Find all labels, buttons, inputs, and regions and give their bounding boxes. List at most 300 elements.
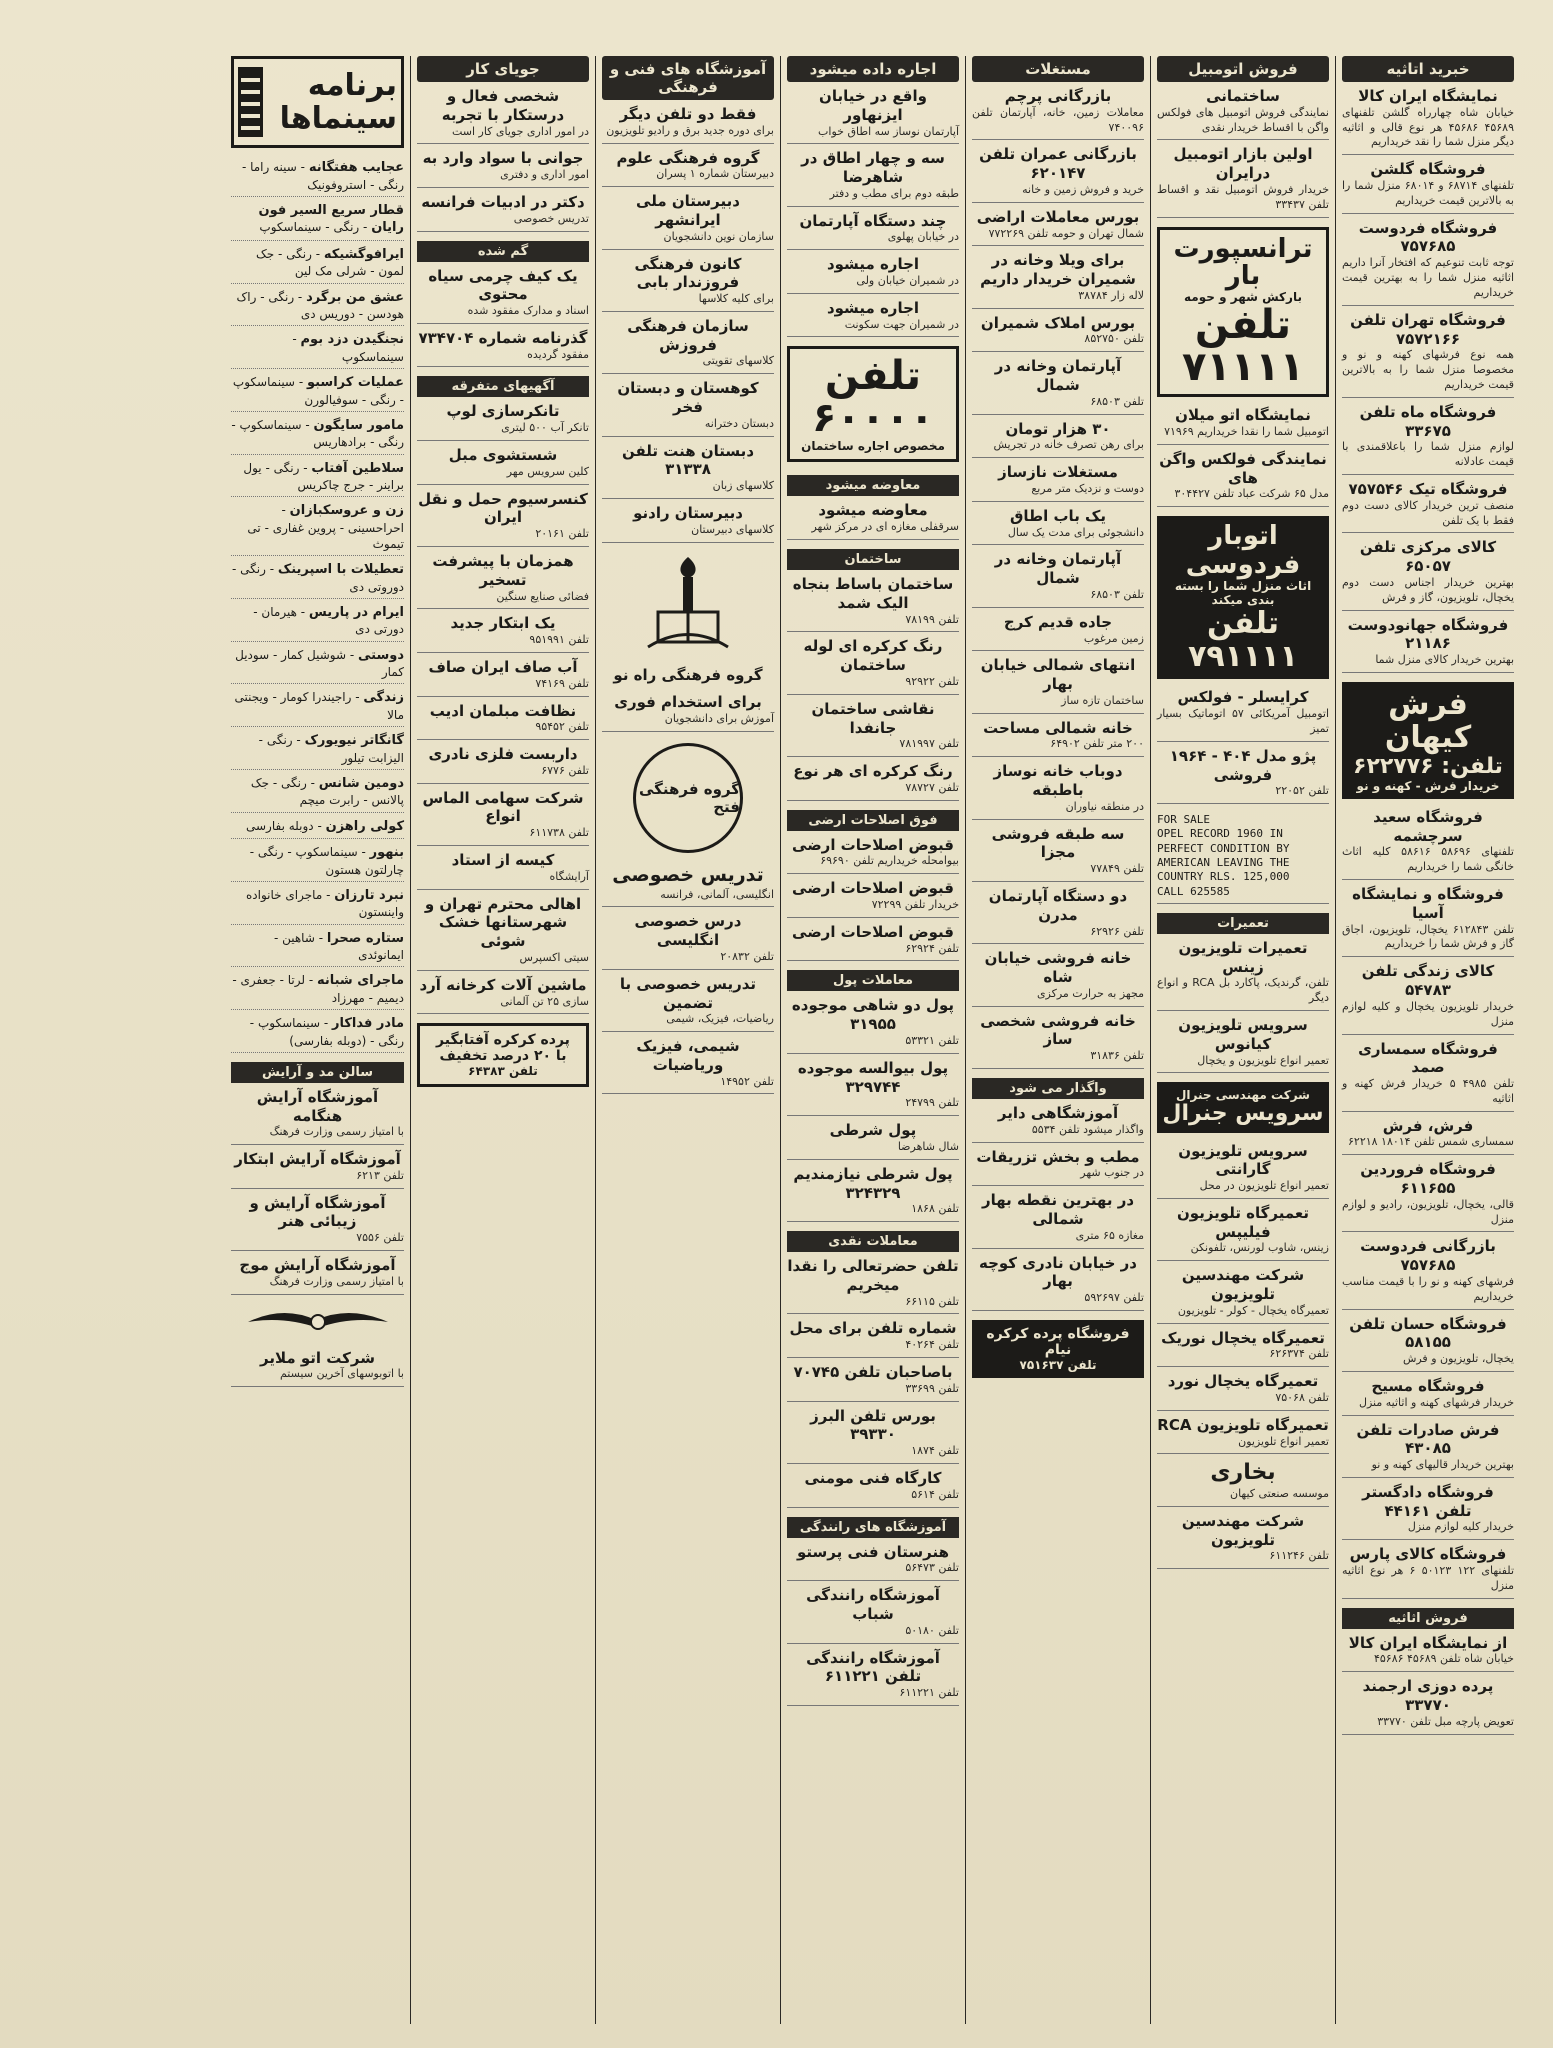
classified-ad bbox=[1157, 1016, 1329, 1073]
classified-ad bbox=[1342, 1237, 1514, 1309]
ad-body: تلفن ۶۱۱۷۳۸ bbox=[529, 826, 589, 840]
ad-title: فرش، فرش bbox=[1382, 1116, 1474, 1135]
display-ad-title: پرده کرکره آفتابگیر bbox=[436, 1032, 570, 1049]
ad-body: تلفن ۶۱۲۸۴۳ یخچال، تلویزیون، اجاق گاز و فرش شما را خریداریم bbox=[1342, 922, 1514, 951]
ad-title: فروشگاه فردوست ۷۵۷۶۸۵ bbox=[1358, 218, 1498, 256]
section-header: تعمیرات bbox=[1157, 913, 1329, 934]
classified-ad bbox=[231, 1150, 404, 1189]
display-ad-subtitle: اثاث منزل شما را بسته بندی میکند bbox=[1174, 579, 1312, 608]
fath-emblem: گروه فرهنگی فتح bbox=[633, 743, 743, 853]
ad-body: تلفن ۷۵۰۶۸ bbox=[1275, 1391, 1329, 1404]
ad-body: کلین سرویس مهر bbox=[506, 464, 589, 478]
classified-ad bbox=[231, 1256, 404, 1295]
ad-title: پول بیوالسه موجوده ۳۲۹۷۴۴ bbox=[797, 1058, 949, 1096]
ad-body: مدل ۶۵ شرکت عباد تلفن ۳۰۴۴۲۷ bbox=[1174, 487, 1329, 501]
ad-body: اتومبیل آمریکائی ۵۷ اتوماتیک بسیار تمیز bbox=[1157, 707, 1329, 735]
film-details: رنگی - یول براینر - جرج چاکریس bbox=[243, 460, 404, 493]
ad-title: فروشگاه کالای پارس bbox=[1349, 1545, 1507, 1564]
column-header: مستغلات bbox=[972, 56, 1144, 82]
classified-ad bbox=[1342, 1377, 1514, 1416]
ad-title: ساختمان باساط بنجاه الیک شمد bbox=[792, 575, 954, 612]
english-ad-line: CALL 625585 bbox=[1157, 884, 1230, 898]
classified-ad bbox=[602, 149, 774, 188]
display-ad-general bbox=[1157, 1082, 1329, 1132]
classified-ad bbox=[1342, 311, 1514, 398]
display-ad-subtitle: خریدار فرش - کهنه و نو bbox=[1356, 778, 1500, 793]
ad-title: واقع در خیابان ایزنهاور bbox=[819, 87, 927, 124]
classified-ad bbox=[972, 463, 1144, 502]
display-ad-subtitle: سرویس جنرال bbox=[1162, 1101, 1324, 1127]
ad-body: فضائی صنایع سنگین bbox=[496, 589, 589, 603]
film-details: دوبله بفارسی bbox=[246, 818, 314, 833]
ad-body: تلفن ۷۴۱۶۹ bbox=[535, 676, 589, 690]
classified-ad bbox=[972, 357, 1144, 414]
airline-logo bbox=[231, 1300, 404, 1344]
ad-body: تلفن ۳۳۶۹۹ bbox=[905, 1381, 959, 1395]
classified-ad bbox=[1342, 962, 1514, 1034]
ad-title: گذرنامه شماره ۷۳۴۷۰۴ bbox=[418, 328, 588, 347]
ad-title: شرکت سهامی الماس انواع bbox=[422, 788, 584, 826]
classified-ad bbox=[1157, 1459, 1329, 1506]
classified-ad bbox=[787, 212, 959, 251]
classified-ad bbox=[1157, 1372, 1329, 1411]
ad-title: معاوضه میشود bbox=[818, 501, 928, 520]
ad-title: کانون فرهنگی فروزندار بابی bbox=[634, 254, 742, 292]
film-title: ایرام در پاریس bbox=[308, 604, 404, 620]
display-ad-transport bbox=[1157, 227, 1329, 398]
ad-body: تلفن ۲۰۱۶۱ bbox=[535, 527, 589, 541]
classified-ad bbox=[1157, 1266, 1329, 1323]
ad-body: تلفن ۵۶۴۷۳ bbox=[905, 1561, 959, 1575]
classified-ad bbox=[972, 507, 1144, 546]
ad-body: شال شاهرضا bbox=[897, 1139, 959, 1153]
ad-body: تلفن ۵۹۲۶۹۷ bbox=[1084, 1291, 1144, 1305]
torch-book-icon bbox=[628, 552, 748, 662]
ad-body: در جنوب شهر bbox=[1080, 1166, 1144, 1180]
film-details: احراحسینی - پروین غفاری - تی تیموث bbox=[247, 520, 404, 551]
ad-body: مجهز به حرارت مرکزی bbox=[1036, 986, 1144, 1000]
classified-ad bbox=[787, 996, 959, 1053]
classified-ad bbox=[787, 575, 959, 632]
ad-title: یک باب اطاق bbox=[1009, 506, 1107, 525]
cinema-listing: زندگی - راجیندرا کومار - ویجنتی مالا bbox=[231, 689, 404, 727]
display-ad-rental-phone bbox=[787, 346, 959, 462]
ad-body: تلفن ۶۱۱۲۲۱ bbox=[899, 1686, 959, 1699]
ad-title: دبیرستان ملی ایرانشهر bbox=[636, 192, 740, 229]
column-header: فروش اتومبیل bbox=[1157, 56, 1329, 82]
classified-ad bbox=[417, 976, 589, 1015]
ad-title: در بهترین نقطه بهار شمالی bbox=[981, 1191, 1135, 1228]
ad-body: بهترین خریدار کالای منزل شما bbox=[1375, 653, 1514, 667]
film-strip-icon bbox=[238, 67, 263, 137]
display-ad-phone: تلفن ۷۱۱۱۱ bbox=[1181, 302, 1305, 391]
classified-ad bbox=[417, 446, 589, 485]
ad-title: آموزشگاه رانندگی تلفن ۶۱۱۲۲۱ bbox=[806, 1648, 940, 1686]
classified-ad bbox=[787, 1121, 959, 1160]
ad-body: آپارتمان نوساز سه اطاق خواب bbox=[818, 124, 959, 138]
ad-title: دوباب خانه نوساز باطبقه bbox=[993, 762, 1123, 800]
film-title: کولی راهزن bbox=[325, 818, 404, 834]
classified-ad bbox=[602, 693, 774, 732]
ad-body: تلفن ۵۰۱۸۰ bbox=[905, 1623, 959, 1637]
ad-title: کالای مرکزی تلفن ۶۵۰۵۷ bbox=[1359, 538, 1497, 576]
ad-body: تلفن ۸۵۲۷۵۰ bbox=[1084, 332, 1144, 346]
ad-title: نظافت مبلمان ادیب bbox=[429, 701, 577, 720]
ad-body: دانشجوئی برای مدت یک سال bbox=[1007, 525, 1144, 539]
wings-logo-icon bbox=[238, 1300, 398, 1340]
cinema-listing: عشق من برگرد - رنگی - راک هودسن - دوریس دی bbox=[231, 289, 404, 327]
classified-ad bbox=[787, 299, 959, 338]
ad-title: فروشگاه گلشن bbox=[1370, 160, 1486, 179]
display-ad-title: فرش کیهان bbox=[1384, 686, 1472, 755]
cinema-listing: دوستی - شوشیل کمار - سودیل کمار bbox=[231, 647, 404, 685]
ad-title: اجاره میشود bbox=[826, 255, 920, 274]
classified-ad bbox=[602, 379, 774, 436]
display-ad-phone: تلفن ۶۰۰۰۰ bbox=[811, 353, 935, 442]
ad-body: تلفن ۶۸۵۰۳ bbox=[1090, 394, 1144, 408]
display-ad-title: ترانسپورت بار bbox=[1173, 233, 1313, 291]
classified-ad bbox=[787, 1469, 959, 1508]
cinema-listing: کولی راهزن - دوبله بفارسی bbox=[231, 818, 404, 840]
classified-ad bbox=[1157, 450, 1329, 507]
ad-title: شستشوی مبل bbox=[448, 446, 558, 465]
ad-title: آموزشگاه آرایش موج bbox=[239, 1256, 396, 1275]
ad-title: آموزشگاه آرایش و زیبائی هنر bbox=[249, 1193, 386, 1231]
ad-title: فروشگاه و نمایشگاه آسیا bbox=[1352, 885, 1504, 922]
film-title: ایرافوگشیکه bbox=[323, 246, 404, 262]
ad-title: شیمی، فیزیک وریاضیات bbox=[636, 1037, 740, 1074]
classified-ad bbox=[972, 314, 1144, 353]
column-jobs-misc bbox=[410, 56, 595, 2024]
ad-title: ۳۰ هزار تومان bbox=[1005, 419, 1111, 438]
ad-title: در خیابان نادری کوچه بهار bbox=[978, 1253, 1137, 1291]
film-title: سلاطین آفتاب bbox=[311, 460, 404, 476]
classified-ad bbox=[787, 1543, 959, 1582]
ad-body: در منطقه نیاوران bbox=[1065, 799, 1144, 813]
ad-title: قبوض اصلاحات ارضی bbox=[792, 922, 954, 941]
ad-body: تلفن ۲۴۷۹۹ bbox=[905, 1096, 959, 1110]
classified-ad bbox=[787, 1165, 959, 1222]
ad-body: آرایشگاه bbox=[549, 869, 589, 883]
ad-title: سه طبقه فروشی مجزا bbox=[991, 824, 1125, 862]
ad-title: تانکرسازی لوپ bbox=[446, 402, 560, 421]
ad-body: تلفن ۱۴۹۵۲ bbox=[720, 1074, 774, 1088]
column-cars bbox=[1150, 56, 1335, 2024]
ad-title: خانه فروشی شخصی ساز bbox=[980, 1011, 1136, 1049]
film-details: رنگی - راک هودسن - دوریس دی bbox=[236, 289, 404, 322]
classified-ad bbox=[972, 420, 1144, 459]
ad-body: سمساری شمس تلفن ۱۸۰۱۴ ۶۲۲۱۸ bbox=[1348, 1135, 1514, 1149]
ad-title: تعمیرگاه یخچال نورد bbox=[1167, 1372, 1319, 1391]
ad-title: پرده دوزی ارجمند ۳۳۷۷۰ bbox=[1362, 1677, 1494, 1715]
film-details: هیرمان - دورتی دی bbox=[253, 604, 404, 637]
ad-body: سرقفلی مغازه ای در مرکز شهر bbox=[811, 520, 959, 534]
english-ad-line: PERFECT CONDITION BY bbox=[1157, 841, 1290, 855]
ad-body: تلفن ۹۲۹۲۲ bbox=[905, 674, 959, 688]
ad-body: قالی، یخچال، تلویزیون، رادیو و لوازم منزل bbox=[1342, 1197, 1514, 1226]
ad-body: بهترین خریدار اجناس دست دوم یخچال، تلویزیون، گاز و فرش bbox=[1342, 575, 1514, 604]
cinema-listing: گانگاتر نیویورک - رنگی - الیزابت تیلور bbox=[231, 732, 404, 770]
classified-ad bbox=[787, 1363, 959, 1402]
classified-ad bbox=[1342, 1421, 1514, 1478]
classified-ad bbox=[1157, 1416, 1329, 1455]
cinema-listing: بنهور - سینماسکوپ - رنگی - چارلتون هستون bbox=[231, 844, 404, 882]
film-title: نجنگیدن دزد بوم bbox=[300, 332, 404, 348]
classified-ad bbox=[1342, 538, 1514, 610]
ad-body: تلفن ۳۱۸۳۶ bbox=[1090, 1049, 1144, 1063]
ad-body: بهترین خریدار قالیهای کهنه و نو bbox=[1371, 1458, 1514, 1472]
classified-ad bbox=[972, 949, 1144, 1006]
classified-ad bbox=[1157, 688, 1329, 741]
cinema-listing: ایرام در پاریس - هیرمان - دورتی دی bbox=[231, 604, 404, 642]
film-details: سینماسکوپ - رنگی - (دوبله بفارسی) bbox=[249, 1016, 404, 1048]
ad-body: با اتوبوسهای آخرین سیستم bbox=[279, 1367, 404, 1381]
classified-ad bbox=[417, 149, 589, 188]
ad-title: شخصی فعال و درستکار با تجربه bbox=[441, 87, 565, 124]
ad-body: توجه ثابت تنوعیم که افتخار آنرا داریم اثاثیه منزل شما را به بهترین قیمت خریداریم bbox=[1342, 256, 1514, 299]
ad-body: یخچال، تلویزیون و فرش bbox=[1402, 1352, 1514, 1366]
ad-title: فروشگاه تیک ۷۵۷۵۴۶ bbox=[1348, 479, 1508, 498]
ad-body: واگذار میشود تلفن ۵۵۳۴ bbox=[1031, 1122, 1144, 1136]
film-title: تعطیلات با اسپرینک bbox=[277, 562, 404, 578]
classified-ad bbox=[417, 658, 589, 697]
film-title: زندگی bbox=[363, 690, 404, 706]
film-details: رنگی - دوروتی دی bbox=[232, 562, 404, 594]
ad-title: تعمیرگاه یخچال نوریک bbox=[1161, 1328, 1325, 1347]
ad-body: خریدار تلفن ۷۲۲۹۹ bbox=[871, 898, 959, 912]
ad-title: تدریس خصوصی با تضمین bbox=[619, 974, 757, 1012]
ad-title: آب صاف ایران صاف bbox=[428, 657, 578, 676]
ad-body: دبستان دخترانه bbox=[704, 416, 774, 430]
ad-body: برای دوره جدید برق و رادیو تلویزیون bbox=[606, 123, 774, 137]
ad-body: در شمیران جهت سکونت bbox=[844, 317, 959, 331]
ad-body: اتومبیل شما را نقدا خریداریم ۷۱۹۶۹ bbox=[1164, 424, 1329, 438]
ad-title: فروشگاه حسان تلفن ۵۸۱۵۵ bbox=[1349, 1314, 1507, 1352]
ad-title: گروه فرهنگی علوم bbox=[616, 148, 760, 167]
section-header: ساختمان bbox=[787, 549, 959, 570]
ad-body: معاملات زمین، خانه، آپارتمان تلفن ۷۴۰۰۹۶ bbox=[972, 105, 1144, 134]
classified-ad bbox=[1157, 1512, 1329, 1569]
ad-body: موسسه صنعتی کیهان bbox=[1229, 1486, 1329, 1500]
classified-ad bbox=[972, 145, 1144, 202]
classified-ad bbox=[417, 745, 589, 784]
film-title: ماجرای شبانه bbox=[316, 973, 404, 989]
ad-body: لوازم منزل شما را باعلاقمندی با قیمت عادلانه bbox=[1342, 440, 1514, 469]
ad-title: دبیرستان رادنو bbox=[633, 503, 743, 522]
ad-title: سه و چهار اطاق در شاهرضا bbox=[801, 149, 945, 187]
ad-body: خریدار تلویزیون یخچال و کلیه لوازم منزل bbox=[1342, 999, 1514, 1028]
film-details: راجیندرا کومار - ویجنتی مالا bbox=[234, 690, 404, 722]
film-details: رنگی - سینماسکوپ bbox=[259, 220, 360, 235]
ad-title: کیسه از استاد bbox=[451, 851, 555, 870]
ad-body: تلفن ۹۵۱۹۹۱ bbox=[529, 633, 589, 647]
ad-title: یک ابتکار جدید bbox=[450, 614, 556, 633]
ad-body: تلفن ۷۸۱۹۹ bbox=[905, 612, 959, 626]
ad-body: تلفن ۷۷۸۴۹ bbox=[1090, 862, 1144, 876]
ad-title: اولین بازار اتومبیل درایران bbox=[1173, 145, 1313, 183]
ad-body: تلفن ۲۰۸۳۲ bbox=[720, 949, 774, 963]
ad-body: خیابان شاه چهارراه گلشن تلفنهای ۴۵۶۸۹ ۴۵۶۸۶ هر نوع قالی و اثاثیه دیگر منزل شما را نقد خریداریم bbox=[1342, 105, 1514, 149]
classified-ad bbox=[1342, 87, 1514, 155]
column-furniture bbox=[1335, 56, 1520, 2024]
ad-title: تلفن حضرتعالی را نقدا میخریم bbox=[787, 1257, 959, 1294]
ad-title: شرکت مهندسین تلویزیون bbox=[1181, 1266, 1305, 1304]
ad-title: برای ویلا وخانه در شمیران خریدار داریم bbox=[980, 251, 1136, 289]
film-details: سینماسکوپ bbox=[341, 349, 404, 364]
ad-title: پول شرطی bbox=[829, 1121, 917, 1140]
ad-body: برای کلیه کلاسها bbox=[698, 292, 774, 306]
ad-title: فروشگاه تهران تلفن ۷۵۷۲۱۶۶ bbox=[1350, 310, 1506, 348]
section-header: فروش اثاثیه bbox=[1342, 1608, 1514, 1629]
classified-ad bbox=[602, 255, 774, 312]
ad-body: دبیرستان شماره ۱ پسران bbox=[656, 167, 774, 181]
column-cinema bbox=[225, 56, 410, 2024]
film-details: سینماسکوپ - رنگی - برادهاریس bbox=[231, 417, 404, 450]
ad-body: تانکر آب ۵۰۰ لیتری bbox=[501, 421, 589, 435]
ad-title: کوهستان و دبستان فخر bbox=[617, 379, 759, 416]
ad-body: تلفن ۵۳۳۲۱ bbox=[905, 1033, 959, 1047]
classified-ad bbox=[972, 1012, 1144, 1069]
film-title: دومین شانس bbox=[318, 775, 404, 791]
ad-body: منصف ترین خریدار کالای دست دوم فقط با یک تلفن bbox=[1342, 498, 1514, 527]
ad-title: قبوض اصلاحات ارضی bbox=[792, 835, 954, 854]
film-title: ستاره صحرا bbox=[326, 930, 404, 946]
display-ad-phone: تلفن ۷۵۱۶۳۷ bbox=[1019, 1357, 1097, 1372]
ad-title: نمایشگاه ایران کالا bbox=[1358, 87, 1498, 105]
section-header: آگهیهای متفرقه bbox=[417, 376, 589, 397]
ad-body: تلفن ۶۲۶۳۷۴ bbox=[1269, 1347, 1329, 1361]
column-header: جویای کار bbox=[417, 56, 589, 82]
column-header: آموزشگاه های فنی و فرهنگی bbox=[602, 56, 774, 100]
ad-title: باصاحبان تلفن ۷۰۷۴۵ bbox=[793, 1363, 953, 1382]
ad-body: تعمیر انواع تلویزیون در محل bbox=[1199, 1179, 1329, 1193]
ad-title: فروشگاه سمساری صمد bbox=[1358, 1039, 1498, 1077]
ad-title: شماره تلفن برای محل bbox=[789, 1319, 957, 1338]
ad-body: آموزش برای دانشجویان bbox=[664, 712, 774, 725]
film-details: رنگی - جک پالانس - رابرت میچم bbox=[250, 775, 404, 808]
crest-label: گروه فرهنگی راه نو bbox=[613, 665, 763, 684]
classified-ad bbox=[1342, 1634, 1514, 1673]
film-title: زن و عروسکبازان bbox=[289, 503, 404, 519]
ad-body: در امور اداری جویای کار است bbox=[451, 124, 589, 138]
cinema-listing: زن و عروسکبازان - احراحسینی - پروین غفاری - تی تیموث bbox=[231, 502, 404, 556]
classified-ad bbox=[1342, 160, 1514, 213]
ad-title: مطب و بخش تزریقات bbox=[976, 1147, 1140, 1166]
ad-title: برای استخدام فوری bbox=[614, 693, 762, 712]
ad-title: جوانی با سواد وارد به bbox=[422, 149, 584, 168]
film-details: شوشیل کمار - سودیل کمار bbox=[235, 647, 404, 680]
ad-body: خریدار فرشهای کهنه و اثاثیه منزل bbox=[1359, 1395, 1514, 1409]
cinema-listing: تعطیلات با اسپرینک - رنگی - دوروتی دی bbox=[231, 561, 404, 599]
classified-ad bbox=[972, 719, 1144, 758]
ad-body: خریدار کلیه لوازم منزل bbox=[1407, 1520, 1514, 1534]
ad-body: سازمان نوین دانشجویان bbox=[663, 229, 774, 243]
film-details: سینماسکوپ - رنگی - سوفیالورن bbox=[232, 375, 404, 407]
ad-title: کارگاه فنی مومنی bbox=[804, 1468, 942, 1487]
ad-body: مفقود گردیده bbox=[527, 347, 589, 361]
classified-ad bbox=[787, 923, 959, 962]
ad-title: رنگ کرکره ای هر نوع bbox=[793, 762, 953, 781]
classified-ad bbox=[972, 825, 1144, 882]
ad-title: درس خصوصی انگلیسی bbox=[634, 912, 742, 950]
ad-title: سرویس تلویزیون گارانتی bbox=[1178, 1141, 1308, 1179]
classified-ad bbox=[1342, 616, 1514, 673]
ad-title: مستغلات نازساز bbox=[998, 463, 1118, 482]
film-details: لرتا - جعفری - دیمیم - مهرزاد bbox=[232, 973, 404, 1005]
ad-body: تلفن ۶۶۱۱۵ bbox=[905, 1294, 959, 1308]
english-ad-line: OPEL RECORD 1960 IN bbox=[1157, 827, 1283, 841]
classified-ad bbox=[972, 251, 1144, 308]
ad-body: سیتی اکسپرس bbox=[519, 950, 589, 964]
ad-title: نمایندگی فولکس واگن های bbox=[1159, 449, 1327, 487]
ad-body: همه نوع فرشهای کهنه و نو و مخصوصا منزل شما را به بالاترین قیمت خریداریم bbox=[1342, 348, 1514, 391]
film-details: شاهین - ایمانوئدی bbox=[273, 930, 404, 963]
ad-title: آپارتمان وخانه در شمال bbox=[994, 357, 1122, 395]
film-title: قطار سریع السیر فون رایان bbox=[258, 202, 404, 236]
classified-ad bbox=[1342, 1160, 1514, 1232]
ad-body: تلفن ۶۷۷۶ bbox=[541, 763, 589, 777]
ad-title: بازرگانی فردوست ۷۵۷۶۸۵ bbox=[1360, 1237, 1496, 1275]
ad-title: هنرستان فنی پرستو bbox=[797, 1542, 949, 1561]
display-ad-title: اتوبار فردوسی bbox=[1185, 521, 1301, 580]
classified-ad bbox=[1342, 885, 1514, 957]
column-header: خبرید اتاثیه bbox=[1342, 56, 1514, 82]
ad-title: فروشگاه سعید سرچشمه bbox=[1373, 807, 1483, 845]
section-header: معاوضه میشود bbox=[787, 475, 959, 496]
classified-ad bbox=[1342, 1483, 1514, 1540]
ad-body: کلاسهای زبان bbox=[712, 479, 774, 493]
ad-title: فروشگاه جهانودوست ۲۱۱۸۶ bbox=[1347, 615, 1509, 653]
classified-ad bbox=[787, 1059, 959, 1116]
film-title: بنهور bbox=[369, 845, 404, 861]
ad-title: کرایسلر - فولکس bbox=[1177, 688, 1309, 707]
classified-ad bbox=[1342, 1040, 1514, 1112]
ad-body: تلفن ۵۶۱۴ bbox=[911, 1487, 959, 1501]
classified-ad bbox=[417, 267, 589, 324]
ad-body: در خیابان پهلوی bbox=[887, 230, 959, 244]
ad-title: کنسرسیوم حمل و نقل ایران bbox=[418, 489, 588, 527]
film-title: عشق من برگرد bbox=[306, 289, 404, 305]
cinema-banner bbox=[231, 56, 404, 148]
ad-title: بازرگانی عمران تلفن ۶۲۰۱۴۷ bbox=[979, 145, 1137, 183]
ad-title: سرویس تلویزیون کیانوس bbox=[1178, 1016, 1308, 1053]
classified-ad bbox=[787, 255, 959, 294]
ad-body: تلفن ۹۵۴۵۲ bbox=[535, 720, 589, 734]
cinema-listing: ایرافوگشیکه - رنگی - جک لمون - شرلی مک لین bbox=[231, 246, 404, 284]
classified-ad bbox=[417, 87, 589, 144]
classified-ad bbox=[972, 1104, 1144, 1143]
cinema-listing: نبرد تارزان - ماجرای خانواده واینستون bbox=[231, 887, 404, 925]
cinema-title: برنامه سینماها bbox=[279, 68, 397, 136]
film-title: عجایب هفتگانه bbox=[308, 160, 404, 175]
classified-ad bbox=[972, 762, 1144, 819]
classified-ad bbox=[787, 1257, 959, 1314]
ad-body: تلفن ۶۲۹۲۴ bbox=[905, 941, 959, 955]
ad-body: تلفن ۱۸۶۸ bbox=[911, 1202, 959, 1216]
ad-title: سازمان فرهنگی فروزش bbox=[627, 316, 749, 354]
classified-ad bbox=[1157, 87, 1329, 140]
classified-ad bbox=[602, 192, 774, 249]
cinema-listing: دومین شانس - رنگی - جک پالانس - رابرت میچم bbox=[231, 775, 404, 813]
film-details: سینماسکوپ - رنگی - چارلتون هستون bbox=[249, 845, 404, 877]
cinema-listing: نجنگیدن دزد بوم - سینماسکوپ bbox=[231, 331, 404, 369]
film-title: عملیات کراسبو bbox=[306, 375, 404, 391]
classified-ad bbox=[1342, 1315, 1514, 1372]
classified-ad bbox=[602, 912, 774, 969]
ad-body: تلفن ۷۵۵۶ bbox=[356, 1231, 404, 1245]
classified-ad bbox=[787, 1649, 959, 1706]
ad-title: جاده قدیم کرج bbox=[1003, 612, 1113, 631]
